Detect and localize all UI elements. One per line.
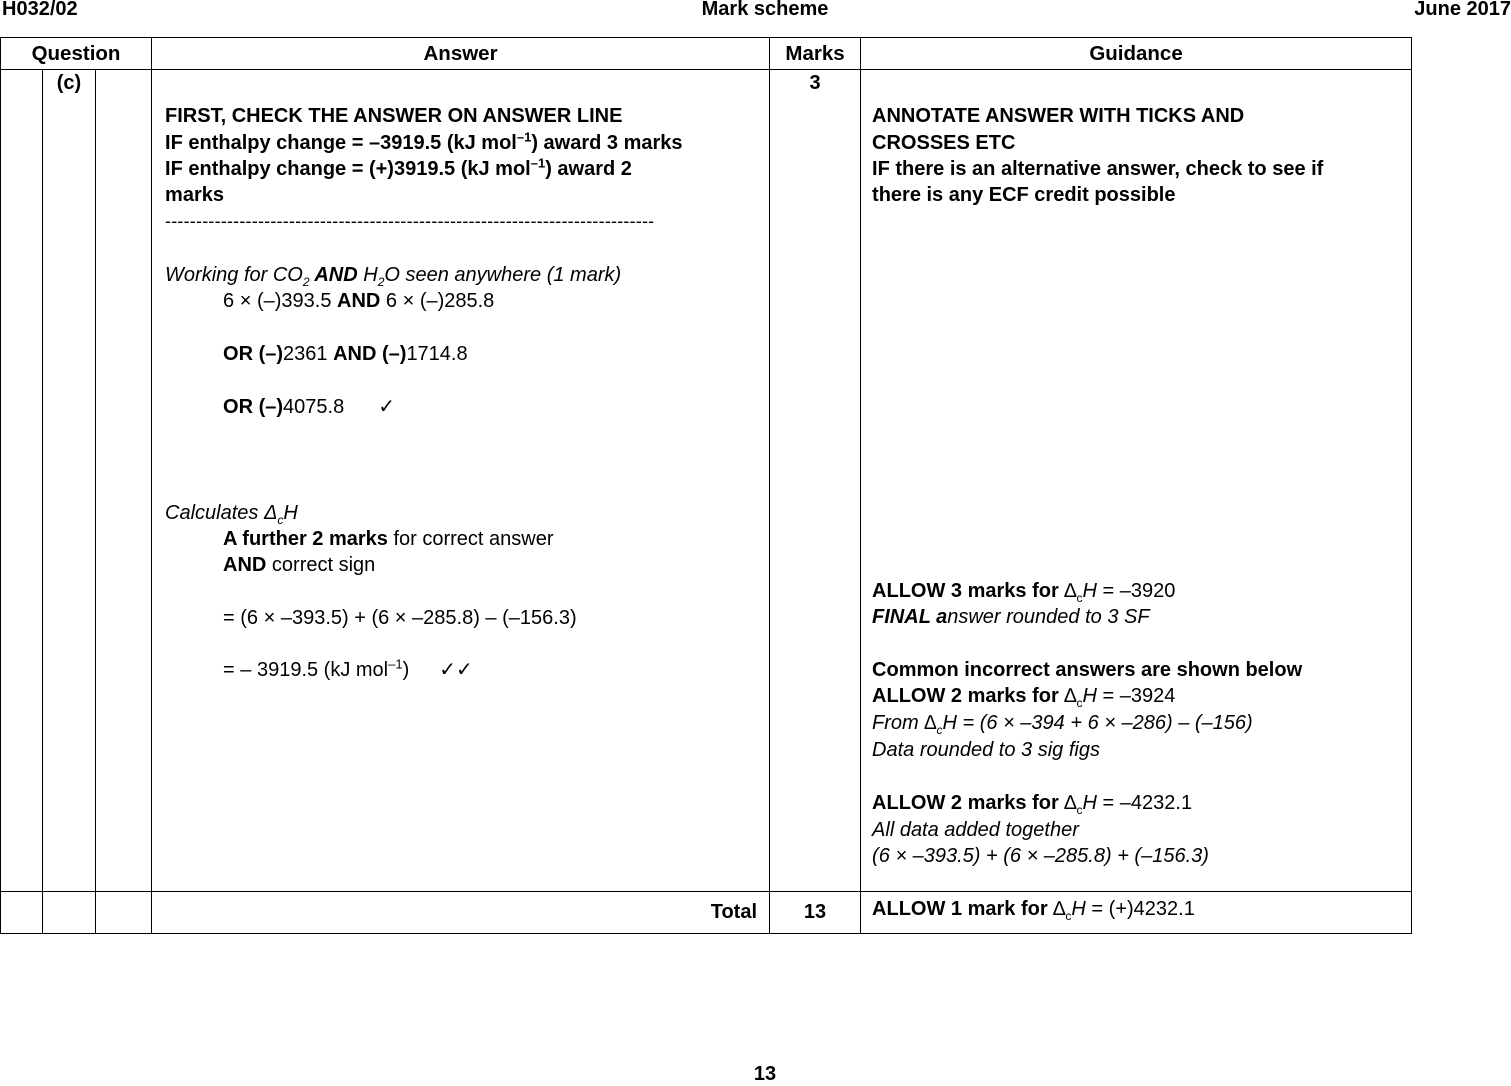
answer-divider: ------------------------------------------------------------------------------- xyxy=(165,211,655,231)
total-label: Total xyxy=(152,892,770,934)
answer-check-line: FIRST, CHECK THE ANSWER ON ANSWER LINE xyxy=(165,105,623,127)
total-blank-2 xyxy=(43,892,96,934)
question-row xyxy=(1,70,1412,892)
guidance-ecf-cont: there is any ECF credit possible xyxy=(872,184,1176,206)
total-row xyxy=(1,892,1412,934)
tick-icon: ✓ xyxy=(378,396,395,418)
allow-4232-working: (6 × –393.5) + (6 × –285.8) + (–156.3) xyxy=(872,845,1209,867)
total-marks: 13 xyxy=(770,892,861,934)
answer-award-3: IF enthalpy change = –3919.5 (kJ mol$^{-1}$) award 3 marks xyxy=(165,129,683,154)
calculation-heading: Calculates $\Delta_cH$ xyxy=(165,502,298,527)
allow-3924: ALLOW 2 marks for $\Delta_cH = -3924$ xyxy=(872,685,1176,710)
page-number: 13 xyxy=(753,1063,777,1085)
common-incorrect-heading: Common incorrect answers are shown below xyxy=(872,659,1303,681)
question-number-cell xyxy=(1,70,43,892)
guidance-ecf: IF there is an alternative answer, check to see if xyxy=(872,158,1324,180)
question-header: Question xyxy=(1,38,152,70)
final-answer-note: FINAL answer rounded to 3 SF xyxy=(872,606,1150,628)
allow-4232: ALLOW 2 marks for $\Delta_cH = -4232.1$ xyxy=(872,792,1193,817)
working-heading: Working for $CO_2$ AND $H_2O$ seen anywhere (1 mark) xyxy=(165,264,622,289)
answer-cell xyxy=(152,70,770,892)
question-part: (c) xyxy=(43,70,96,892)
total-blank-1 xyxy=(1,892,43,934)
answer-header: Answer xyxy=(152,38,770,70)
question-subpart-cell xyxy=(96,70,152,892)
working-line-3: OR (–)4075.8 ✓ xyxy=(223,396,395,418)
working-line-2: OR (–)2361 AND (–)1714.8 xyxy=(223,343,468,365)
marks-cell: 3 xyxy=(770,70,861,892)
calculation-sign: AND correct sign xyxy=(223,554,376,576)
double-tick-icon: ✓✓ xyxy=(439,659,473,681)
guidance-annotate: ANNOTATE ANSWER WITH TICKS AND xyxy=(872,105,1245,127)
answer-award-2: IF enthalpy change = (+)3919.5 (kJ mol$^{-1}$) award 2 xyxy=(165,155,632,180)
allow-3924-working: From $\Delta_cH = (6 \times -394 + 6 \times -286) - (-156)$ xyxy=(872,712,1253,737)
allow-3924-note: Data rounded to 3 sig figs xyxy=(872,739,1100,761)
marks-header: Marks xyxy=(770,38,861,70)
mark-scheme-table xyxy=(0,37,1412,934)
allow-positive-4232: ALLOW 1 mark for $\Delta_cH = (+)4232.1$ xyxy=(872,898,1195,923)
allow-4232-note: All data added together xyxy=(872,819,1079,841)
total-blank-3 xyxy=(96,892,152,934)
header-title: Mark scheme xyxy=(701,0,829,20)
calculation-result: = – 3919.5 (kJ mol$^{-1}$) ✓✓ xyxy=(223,656,473,681)
guidance-header: Guidance xyxy=(861,38,1412,70)
working-line-1: 6 × (–)393.5 AND 6 × (–)285.8 xyxy=(223,290,495,312)
answer-award-2-cont: marks xyxy=(165,184,224,206)
calculation-marks: A further 2 marks for correct answer xyxy=(223,528,554,550)
header-code: H032/02 xyxy=(2,0,78,20)
calculation-expression: = (6 × –393.5) + (6 × –285.8) – (–156.3) xyxy=(223,607,577,629)
guidance-annotate-cont: CROSSES ETC xyxy=(872,132,1016,154)
allow-3920: ALLOW 3 marks for $\Delta_cH = -3920$ xyxy=(872,580,1176,605)
header-row xyxy=(1,38,1412,70)
guidance-cell xyxy=(861,70,1412,923)
header-date: June 2017 xyxy=(1414,0,1511,20)
